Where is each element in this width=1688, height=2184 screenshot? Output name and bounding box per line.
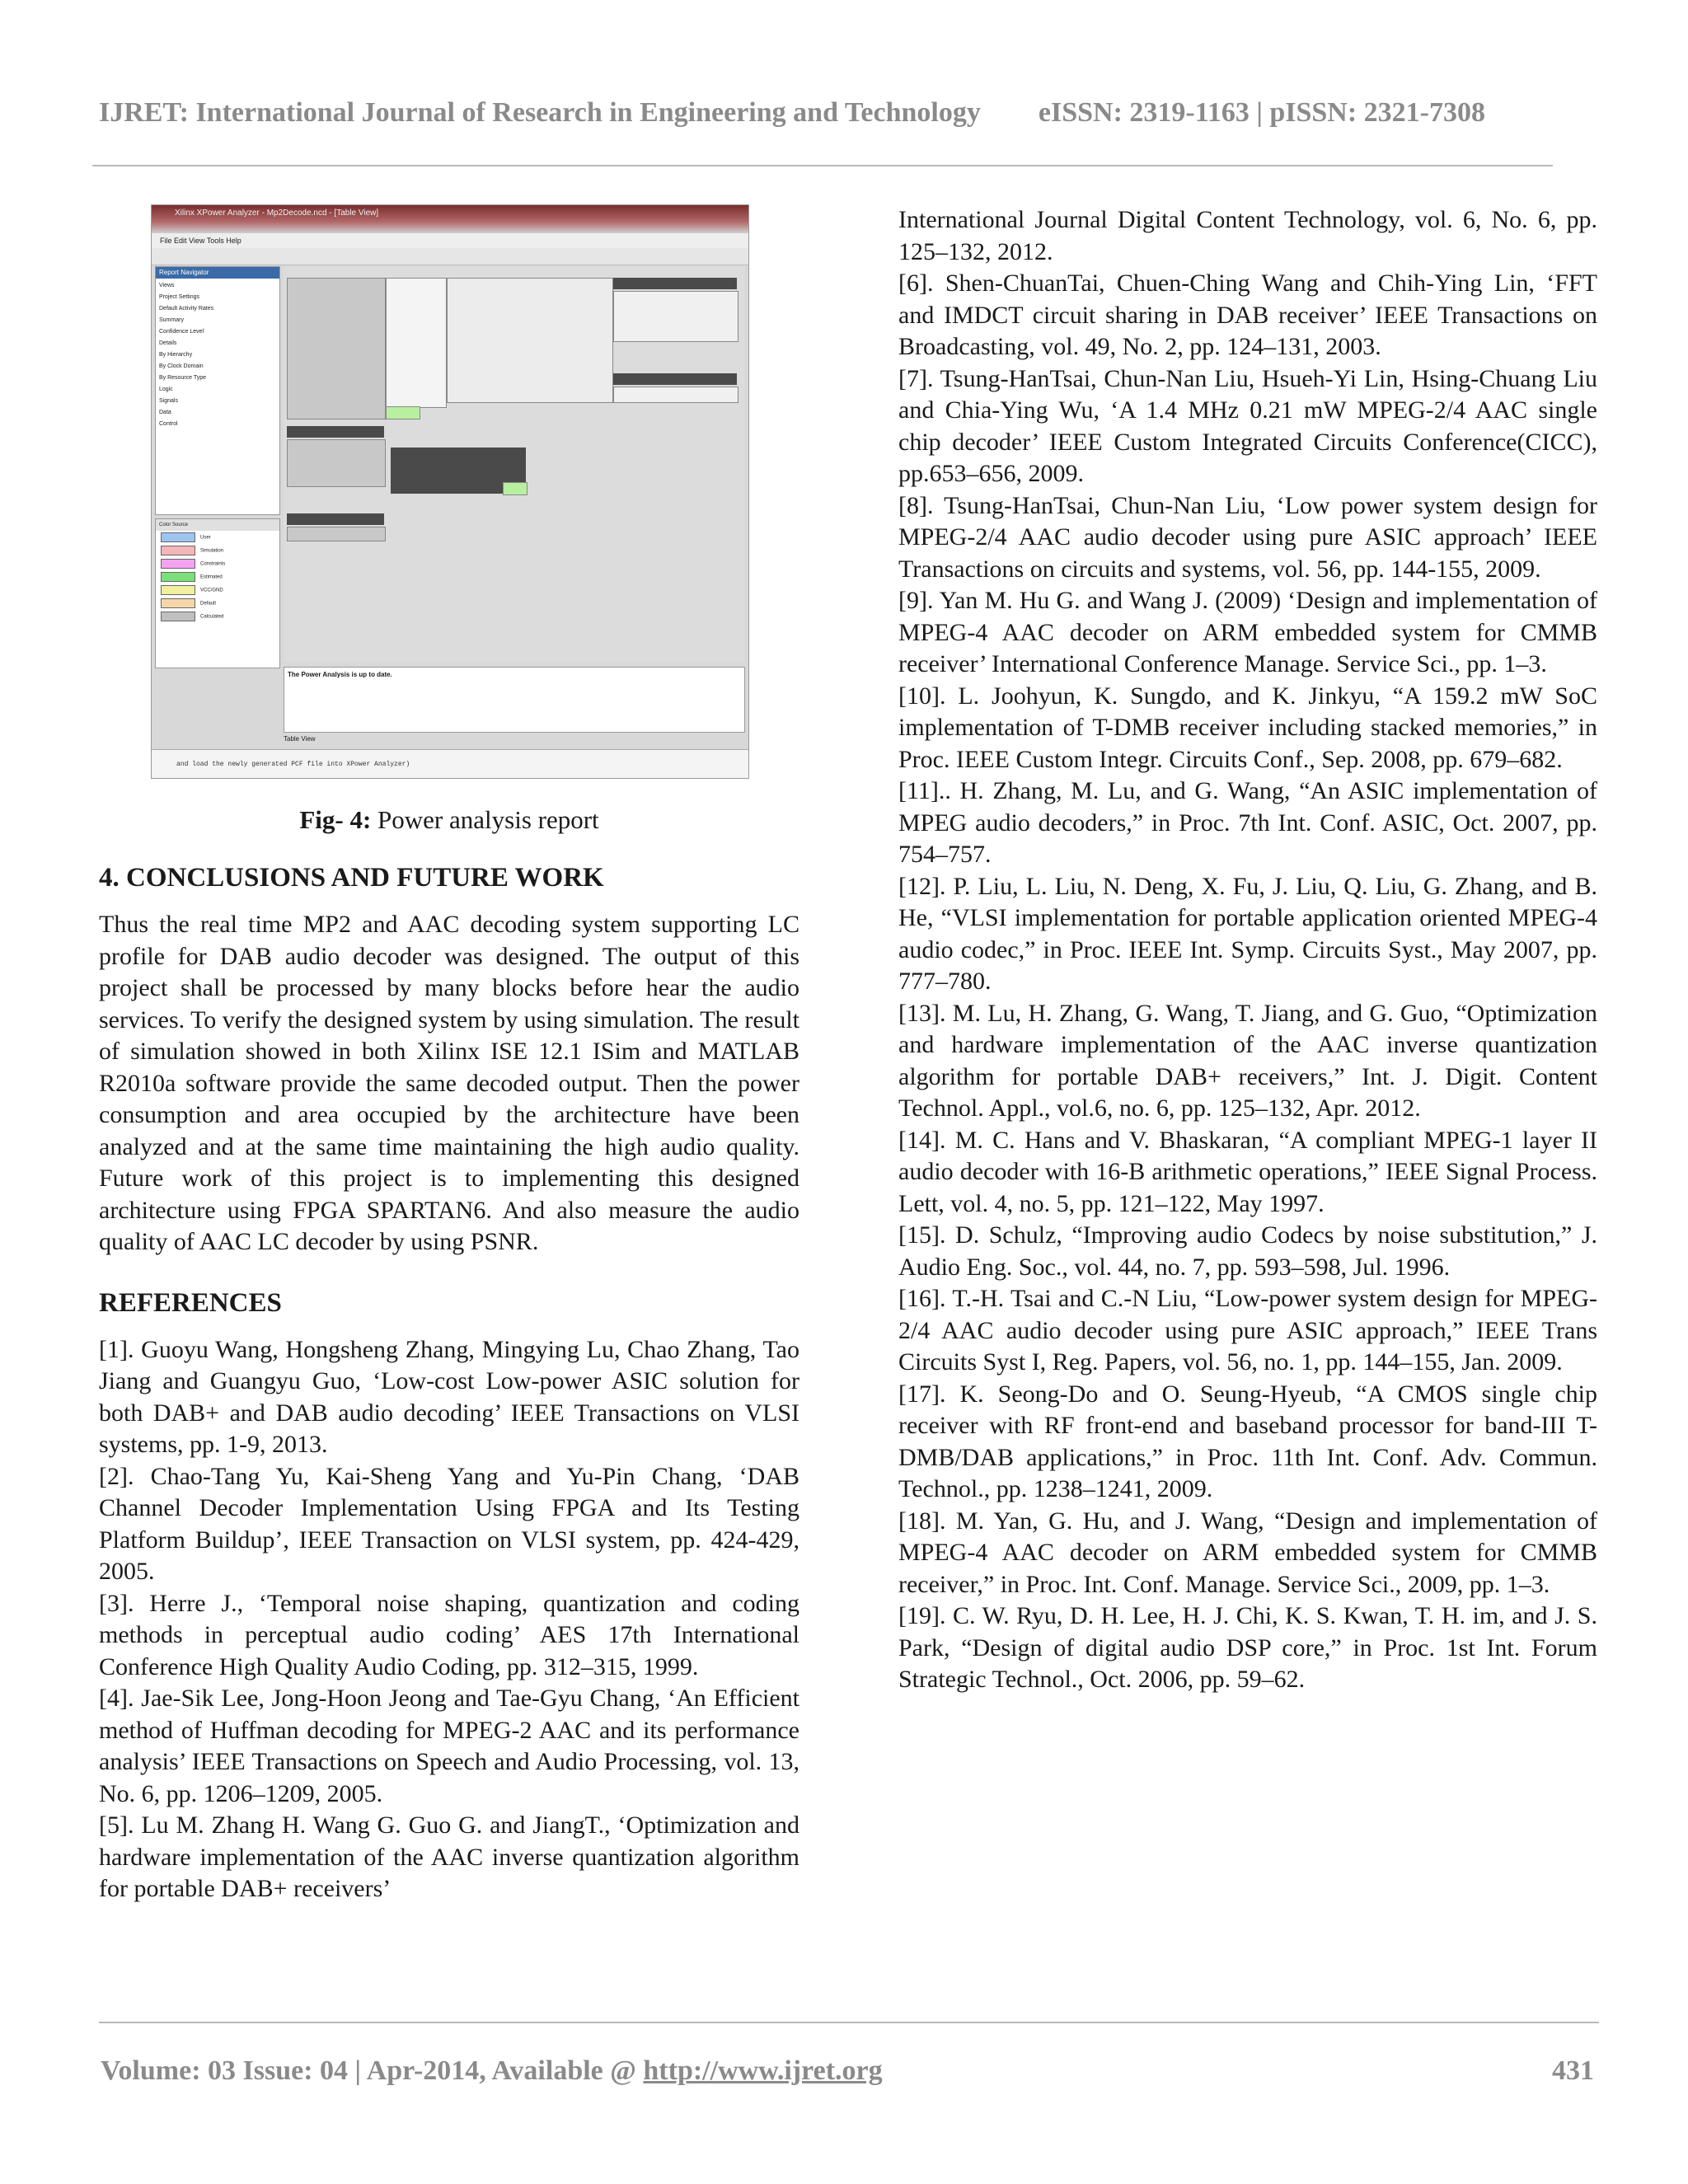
reference-item: [8]. Tsung-HanTsai, Chun-Nan Liu, ‘Low power system design for MPEG-2/4 AAC audio decoder using pure ASIC approach’ IEEE Transactions on circuits and systems, vol. 56, pp. 144-155, 2009. xyxy=(898,491,1597,583)
reference-item: [1]. Guoyu Wang, Hongsheng Zhang, Mingying Lu, Chao Zhang, Tao Jiang and Guangyu Guo, ‘Low-cost Low-power ASIC solution for both DAB+ and DAB audio decoding’ IEEE Transactions on VLSI systems, pp. 1-9, 2013. xyxy=(99,1335,799,1458)
power-analyzer-screenshot xyxy=(151,204,749,779)
running-header xyxy=(99,97,1550,129)
figure-source-legend xyxy=(155,518,280,668)
figure-tree-item: Confidence Level xyxy=(159,329,204,335)
reference-item: [7]. Tsung-HanTsai, Chun-Nan Liu, Hsueh-Yi Lin, Hsing-Chuang Liu and Chia-Ying Wu, ‘A 1.4 MHz 0.21 mW MPEG-2/4 AAC single chip decoder’ IEEE Custom Integrated Circuits Conference(CICC), pp.653–656, 2009. xyxy=(898,364,1597,487)
figure-source-swatch xyxy=(161,598,195,608)
figure-tree-item: Views xyxy=(159,283,175,288)
figure-source-swatch xyxy=(161,572,195,582)
reference-item: [14]. M. C. Hans and V. Bhaskaran, “A compliant MPEG-1 layer II audio decoder with 16-B arithmetic operations,” IEEE Signal Process. Lett, vol. 4, no. 5, pp. 121–122, May 1997. xyxy=(898,1126,1597,1217)
footer-volume xyxy=(101,2055,883,2087)
figure-tree-item: By Resource Type xyxy=(159,375,207,381)
figure-tree-item: Signals xyxy=(159,398,178,404)
references-right xyxy=(898,204,1597,1696)
figure-tree-item: By Hierarchy xyxy=(159,352,193,358)
figure-window-title: Xilinx XPower Analyzer - Mp2Decode.ncd - [Table View] xyxy=(152,205,748,233)
figure-tree-item: Control xyxy=(159,421,178,427)
reference-item: [18]. M. Yan, G. Hu, and J. Wang, “Design and implementation of MPEG-4 AAC decoder on ARM embedded system for CMMB receiver,” in Proc. Int. Conf. Manage. Service Sci., 2009, pp. 1–3. xyxy=(898,1507,1597,1598)
figure-environment-header xyxy=(287,426,384,438)
figure-supply-block xyxy=(613,291,738,342)
figure-report-navigator xyxy=(155,266,280,515)
figure-caption xyxy=(99,804,799,837)
figure-caption-label: Fig- 4: xyxy=(299,805,372,834)
header-rule xyxy=(92,165,1553,166)
figure-total-header xyxy=(613,373,737,385)
reference-item: [13]. M. Lu, H. Zhang, G. Wang, T. Jiang, and G. Guo, “Optimization and hardware implementation of the AAC inverse quantization algorithm for portable DAB+ receivers,” Int. J. Digit. Content Technol. Appl., vol.6, no. 6, pp. 125–132, Apr. 2012. xyxy=(898,999,1597,1122)
figure-source-label: Constraints xyxy=(200,561,226,567)
reference-item: [5]. Lu M. Zhang H. Wang G. Guo G. and JiangT., ‘Optimization and hardware implementation of the AAC inverse quantization algorithm for portable DAB+ receivers’ xyxy=(99,1811,799,1902)
figure-table-view xyxy=(284,266,745,662)
figure-device-block xyxy=(287,278,386,419)
figure-tree-item: Default Activity Rates xyxy=(159,306,214,312)
figure-source-swatch xyxy=(161,612,195,621)
figure-source-label: Calculated xyxy=(200,614,224,620)
figure-source-swatch xyxy=(161,585,195,595)
footer-volume-text: Volume: 03 Issue: 04 | Apr-2014, Available @ xyxy=(101,2055,636,2086)
figure-source-label: Simulation xyxy=(200,548,224,554)
figure-thermal-green xyxy=(503,482,528,495)
figure-tree-item: By Clock Domain xyxy=(159,363,204,369)
references-heading: REFERENCES xyxy=(99,1287,282,1318)
conclusions-body: Thus the real time MP2 and AAC decoding system supporting LC profile for DAB audio decoder was designed. The output of this project shall be processed by many blocks before hear the audio services. To verify the designed system by using simulation. The result of simulation showed in both Xilinx ISE 12.1 ISim and MATLAB R2010a software provide the same decoded output. Then the power consumption and area occupied by the architecture have been analyzed and at the same time maintaining the high audio quality. Future work of this project is to implementing this designed architecture using FPGA SPARTAN6. And also measure the audio quality of AAC LC decoder by using PSNR. xyxy=(99,911,799,1255)
figure-source-row xyxy=(156,557,279,570)
right-column xyxy=(898,204,1597,1696)
footer-rule xyxy=(99,2022,1599,2023)
figure-power-block xyxy=(447,278,613,403)
figure-environment-block xyxy=(287,439,386,487)
figure-source-row xyxy=(156,531,279,544)
figure-menu-bar: File Edit View Tools Help xyxy=(152,233,748,248)
running-footer xyxy=(101,2055,1594,2087)
figure-message-panel xyxy=(284,667,745,733)
figure-toolbar xyxy=(152,248,748,265)
references-left xyxy=(99,1334,799,1905)
reference-item: [10]. L. Joohyun, K. Sungdo, and K. Jinkyu, “A 159.2 mW SoC implementation of T-DMB receiver including stacked memories,” in Proc. IEEE Custom Integr. Circuits Conf., Sep. 2008, pp. 679–682. xyxy=(898,682,1597,773)
footer-url-link[interactable]: http://www.ijret.org xyxy=(643,2055,883,2086)
figure-source-label: User xyxy=(200,535,211,541)
figure-console: and load the newly generated PCF file into XPower Analyzer) xyxy=(152,749,749,779)
left-column xyxy=(99,204,799,1905)
figure-supply-header xyxy=(613,278,737,289)
journal-title: IJRET: International Journal of Research in Engineering and Technology xyxy=(99,97,981,128)
reference-item: [16]. T.-H. Tsai and C.-N Liu, “Low-power system design for MPEG-2/4 AAC audio decoder using pure ASIC approach,” IEEE Trans Circuits Syst I, Reg. Papers, vol. 56, no. 1, pp. 144–155, Jan. 2009. xyxy=(898,1285,1597,1376)
reference-item: [17]. K. Seong-Do and O. Seung-Hyeub, “A CMOS single chip receiver with RF front-end and baseband processor for band-III T-DMB/DAB applications,” in Proc. 11th Int. Conf. Adv. Commun. Technol., pp. 1238–1241, 2009. xyxy=(898,1380,1597,1502)
figure-source-label: Estimated xyxy=(200,574,223,580)
figure-source-row xyxy=(156,570,279,583)
figure-tab: Table View xyxy=(284,735,316,743)
figure-message: The Power Analysis is up to date. xyxy=(288,671,392,678)
figure-tree xyxy=(156,279,279,432)
reference-item: [19]. C. W. Ryu, D. H. Lee, H. J. Chi, K. S. Kwan, T. H. im, and J. S. Park, “Design of digital audio DSP core,” in Proc. 1st Int. Forum Strategic Technol., Oct. 2006, pp. 59–62. xyxy=(898,1602,1597,1693)
figure-onchip-block xyxy=(386,278,447,408)
figure-nav-header: Report Navigator xyxy=(156,267,279,279)
figure-tree-item: Data xyxy=(159,410,171,415)
issn: eISSN: 2319-1163 | pISSN: 2321-7308 xyxy=(1038,97,1485,128)
figure-source-header: Color Source xyxy=(156,519,279,531)
figure-source-row xyxy=(156,610,279,623)
figure-characterization-header xyxy=(287,513,384,525)
figure-tree-item: Details xyxy=(159,340,177,346)
reference-item: [9]. Yan M. Hu G. and Wang J. (2009) ‘Design and implementation of MPEG-4 AAC decoder on ARM embedded system for CMMB receiver’ International Conference Manage. Service Sci., pp. 1–3. xyxy=(898,587,1597,677)
figure-source-row xyxy=(156,544,279,557)
figure-source-row xyxy=(156,583,279,597)
reference-item: [12]. P. Liu, L. Liu, N. Deng, X. Fu, J. Liu, Q. Liu, G. Zhang, and B. He, “VLSI implementation for portable application oriented MPEG-4 audio codec,” in Proc. IEEE Int. Symp. Circuits Syst., May 2007, pp. 777–780. xyxy=(898,872,1597,995)
conclusions-heading: 4. CONCLUSIONS AND FUTURE WORK xyxy=(99,863,604,893)
reference-item: [11].. H. Zhang, M. Lu, and G. Wang, “An ASIC implementation of MPEG audio decoders,” in Proc. 7th Int. Conf. ASIC, Oct. 2007, pp. 754–757. xyxy=(898,777,1597,868)
figure-total-block xyxy=(613,387,738,403)
reference-item: [2]. Chao-Tang Yu, Kai-Sheng Yang and Yu-Pin Chang, ‘DAB Channel Decoder Implementation Using FPGA and Its Testing Platform Buildup’, IEEE Transaction on VLSI system, pp. 424-429, 2005. xyxy=(99,1462,799,1585)
figure-source-swatch xyxy=(161,546,195,555)
figure-source-list xyxy=(156,531,279,623)
figure-total-green xyxy=(386,406,420,419)
figure-caption-text: Power analysis report xyxy=(377,805,599,834)
reference-item: International Journal Digital Content Technology, vol. 6, No. 6, pp. 125–132, 2012. xyxy=(898,206,1597,265)
figure-source-swatch xyxy=(161,559,195,569)
figure-source-row xyxy=(156,597,279,610)
reference-item: [4]. Jae-Sik Lee, Jong-Hoon Jeong and Tae-Gyu Chang, ‘An Efficient method of Huffman decoding for MPEG-2 AAC and its performance analysis’ IEEE Transactions on Speech and Audio Processing, vol. 13, No. 6, pp. 1206–1209, 2005. xyxy=(99,1685,799,1807)
figure-tree-item: Logic xyxy=(159,387,173,392)
figure-tree-item: Project Settings xyxy=(159,294,200,300)
figure-source-label: Default xyxy=(200,601,217,607)
reference-item: [6]. Shen-ChuanTai, Chuen-Ching Wang and Chih-Ying Lin, ‘FFT and IMDCT circuit sharing in DAB receiver’ IEEE Transactions on Broadcasting, vol. 49, No. 2, pp. 124–131, 2003. xyxy=(898,269,1597,360)
reference-item: [3]. Herre J., ‘Temporal noise shaping, quantization and coding methods in perceptual audio coding’ AES 17th International Conference High Quality Audio Coding, pp. 312–315, 1999. xyxy=(99,1589,799,1680)
figure-source-swatch xyxy=(161,532,195,542)
figure-tree-item: Summary xyxy=(159,317,184,323)
page-number: 431 xyxy=(1552,2055,1594,2086)
figure-source-label: VCC/GND xyxy=(200,588,223,593)
figure-characterization-block xyxy=(287,527,386,541)
reference-item: [15]. D. Schulz, “Improving audio Codecs by noise substitution,” J. Audio Eng. Soc., vol. 44, no. 7, pp. 593–598, Jul. 1996. xyxy=(898,1221,1597,1281)
